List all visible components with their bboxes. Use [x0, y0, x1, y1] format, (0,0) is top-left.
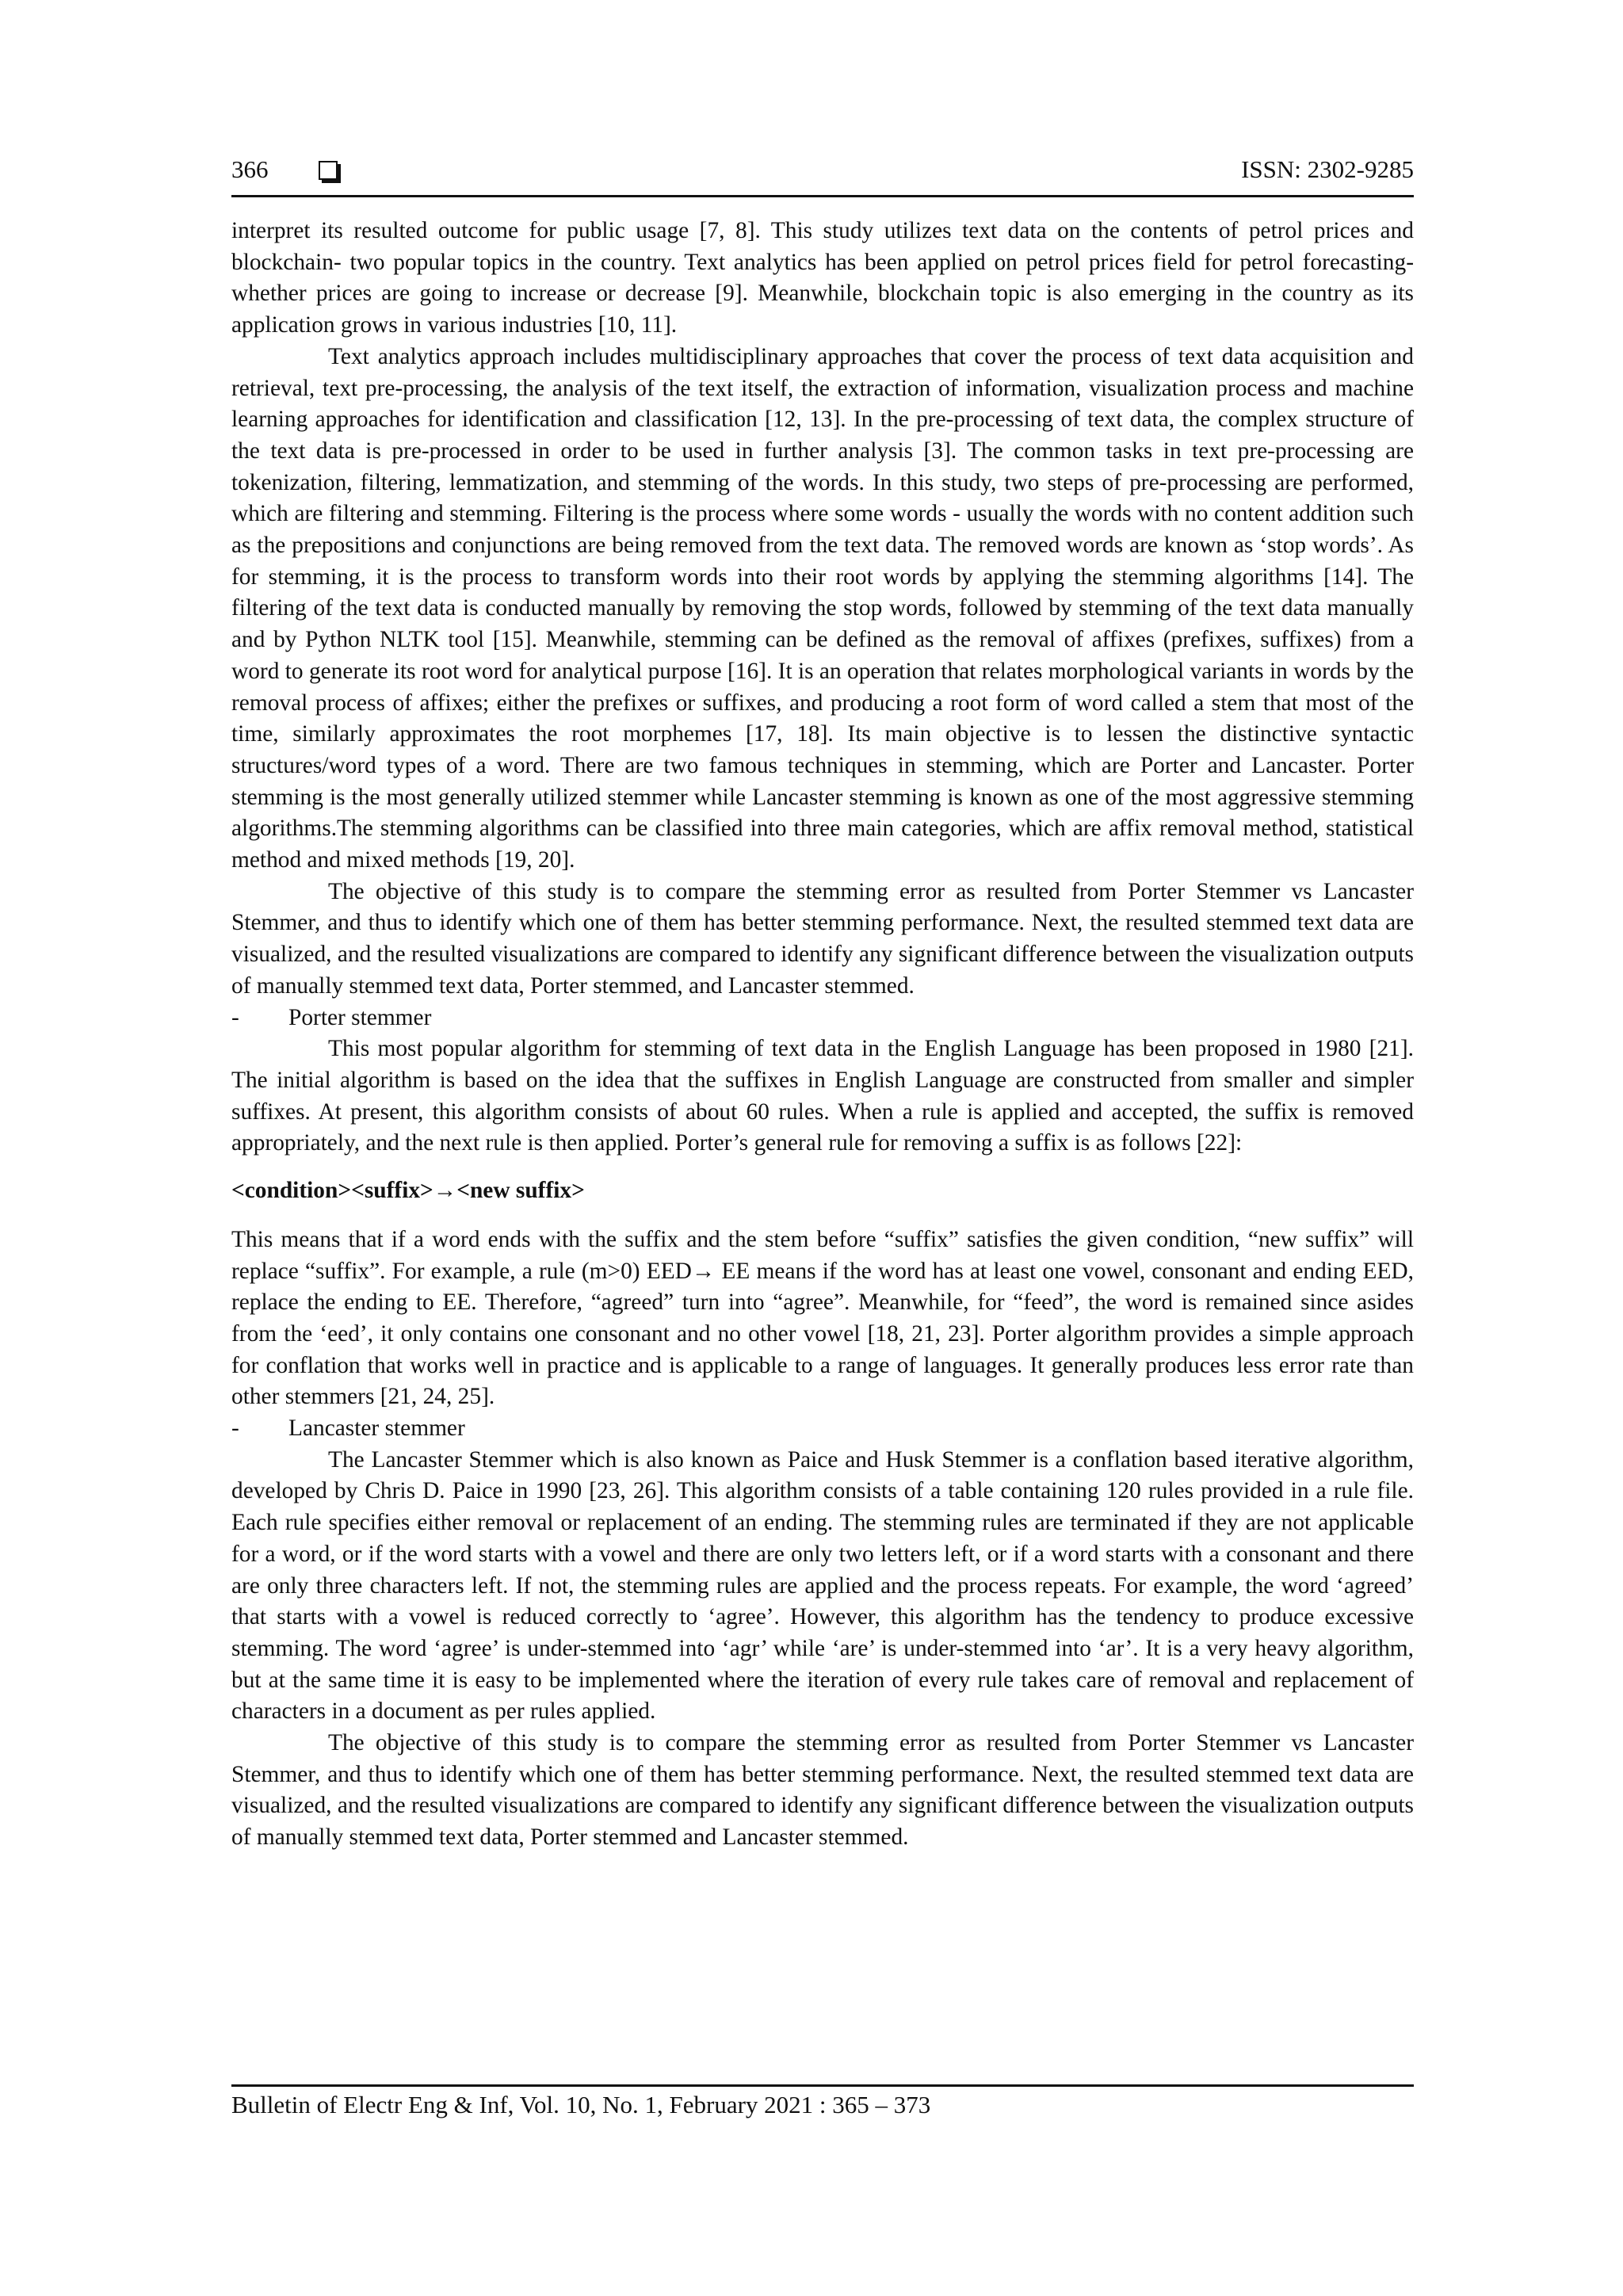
bullet-lancaster-label: Lancaster stemmer [288, 1415, 465, 1442]
bullet-dash: - [231, 1415, 239, 1442]
page-header [231, 155, 1414, 197]
paragraph-porter-explanation: This means that if a word ends with the suffix and the stem before “suffix” satisfies the given condition, “new suffix” will replace “suffix”. For example, a rule (m>0) EED→ EE means if the word has at least one vowel, consonant and ending EED, replace the ending to EE. Therefore, “agreed” turn into “agree”. Meanwhile, for “feed”, the word is remained since asides from the ‘eed’, it only contains one consonant and no other vowel [18, 21, 23]. Porter algorithm provides a simple approach for conflation that works well in practice and is applicable to a range of languages. It generally produces less error rate than other stemmers [21, 24, 25]. [231, 1226, 1414, 1410]
page-number: 366 [231, 155, 269, 183]
bullet-lancaster [231, 1413, 1414, 1445]
paragraph-intro-continued: interpret its resulted outcome for public usage [7, 8]. This study utilizes text data on the contents of petrol prices and blockchain- two popular topics in the country. Text analytics has been applied on petrol prices field for petrol forecasting-whether prices are going to increase or decrease [9]. Meanwhile, blockchain topic is also emerging in the country as its application grows in various industries [10, 11]. [231, 218, 1414, 338]
paragraph-text-analytics: Text analytics approach includes multidisciplinary approaches that cover the process of text data acquisition and retrieval, text pre-processing, the analysis of the text itself, the extraction of information, visualization process and machine learning approaches for identification and classification [12, 13]. In the pre-processing of text data, the complex structure of the text data is pre-processed in order to be used in further analysis [3]. The common tasks in text pre-processing are tokenization, filtering, lemmatization, and stemming of the words. In this study, two steps of pre-processing are performed, which are filtering and stemming. Filtering is the process where some words - usually the words with no content addition such as the prepositions and conjunctions are being removed from the text data. The removed words are known as ‘stop words’. As for stemming, it is the process to transform words into their root words by applying the stemming algorithms [14]. The filtering of the text data is conducted manually by removing the stop words, followed by stemming of the text data manually and by Python NLTK tool [15]. Meanwhile, stemming can be defined as the removal of affixes (prefixes, suffixes) from a word to generate its root word for analytical purpose [16]. It is an operation that relates morphological variants in words by the removal process of affixes; either the prefixes or suffixes, and producing a root form of word called a stem that most of the time, similarly approximates the root morphemes [17, 18]. Its main objective is to lessen the distinctive syntactic structures/word types of a word. There are two famous techniques in stemming, which are Porter and Lancaster. Porter stemming is the most generally utilized stemmer while Lancaster stemming is known as one of the most aggressive stemming algorithms.The stemming algorithms can be classified into three main categories, which are affix removal method, statistical method and mixed methods [19, 20]. [231, 343, 1414, 873]
paragraph-porter: This most popular algorithm for stemming of text data in the English Language has been proposed in 1980 [21]. The initial algorithm is based on the idea that the suffixes in English Language are constructed from smaller and simpler suffixes. At present, this algorithm consists of about 60 rules. When a rule is applied and accepted, the suffix is removed appropriately, and the next rule is then applied. Porter’s general rule for removing a suffix is as follows [22]: [231, 1036, 1414, 1156]
footer-citation: Bulletin of Electr Eng & Inf, Vol. 10, No. 1, February 2021 : 365 – 373 [231, 2091, 931, 2118]
paragraph-objective: The objective of this study is to compare the stemming error as resulted from Porter Stemmer vs Lancaster Stemmer, and thus to identify which one of them has better stemming performance. Next, the resulted stemmed text data are visualized, and the resulted visualizations are compared to identify any significant difference between the visualization outputs of manually stemmed text data, Porter stemmed, and Lancaster stemmed. [231, 878, 1414, 999]
bullet-dash: - [231, 1004, 239, 1030]
issn-label: ISSN: 2302-9285 [1241, 155, 1414, 183]
article-body [231, 216, 1414, 1854]
paragraph-lancaster: The Lancaster Stemmer which is also known as Paice and Husk Stemmer is a conflation based iterative algorithm, developed by Chris D. Paice in 1990 [23, 26]. This algorithm consists of a table containing 120 rules provided in a rule file. Each rule specifies either removal or replacement of an ending. The stemming rules are terminated if they are not applicable for a word, or if the word starts with a vowel and there are only two letters left, or if a word starts with a consonant and there are only three characters left. If not, the stemming rules are applied and the process repeats. For example, the word ‘agreed’ that starts with a vowel is reduced correctly to ‘agree’. However, this algorithm has the tendency to produce excessive stemming. The word ‘agree’ is under-stemmed into ‘agr’ while ‘are’ is under-stemmed into ‘ar’. It is a very heavy algorithm, but at the same time it is easy to be implemented where the iteration of every rule takes care of removal and replacement of characters in a document as per rules applied. [231, 1446, 1414, 1725]
bullet-porter-label: Porter stemmer [288, 1004, 432, 1030]
page-footer [231, 2084, 1414, 2120]
bullet-porter [231, 1003, 1414, 1034]
checkbox-icon [319, 161, 338, 180]
porter-rule-formula: <condition><suffix>→<new suffix> [231, 1178, 585, 1204]
paragraph-objective-repeat: The objective of this study is to compare the stemming error as resulted from Porter Stemmer vs Lancaster Stemmer, and thus to identify which one of them has better stemming performance. Next, the resulted stemmed text data are visualized, and the resulted visualizations are compared to identify any significant difference between the visualization outputs of manually stemmed text data, Porter stemmed and Lancaster stemmed. [231, 1730, 1414, 1851]
